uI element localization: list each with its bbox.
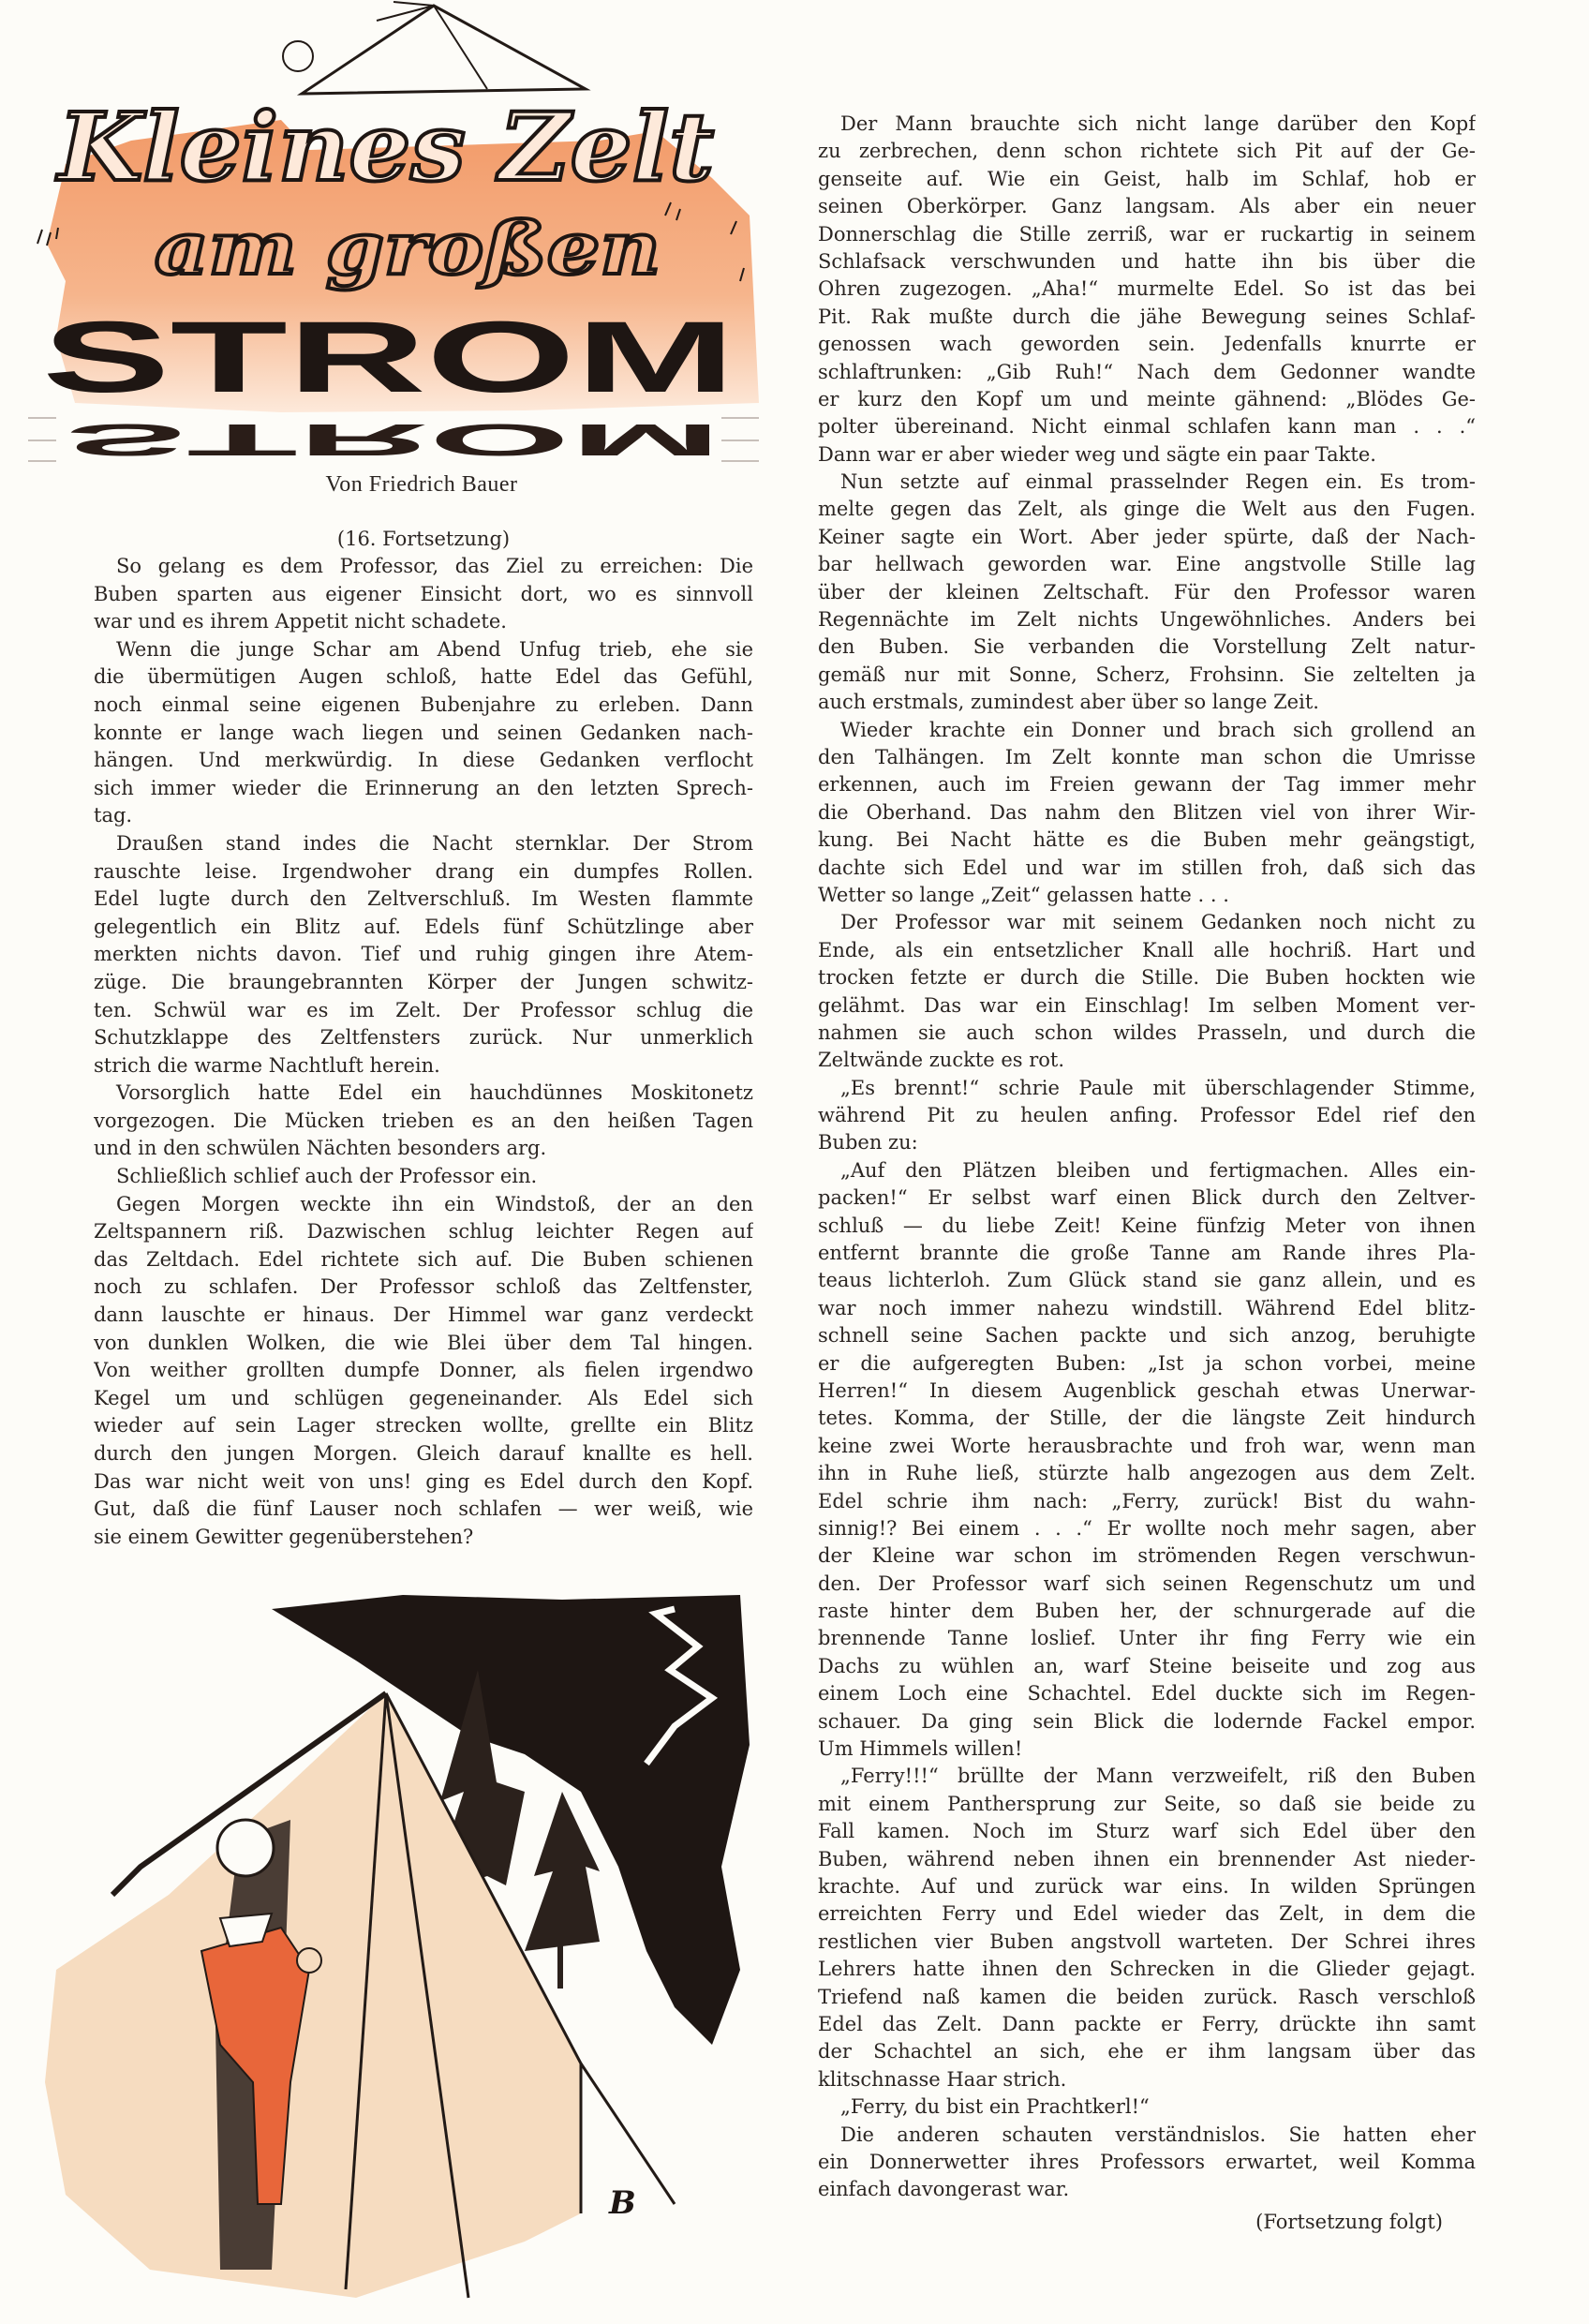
text-line: Pit. Rak mußte durch die jähe Bewegung seines Schlaf- <box>818 305 1476 328</box>
text-line: sich immer wieder die Erinnerung an den letzten Sprech- <box>94 776 753 799</box>
title-strom-reflection: STROM <box>66 414 721 464</box>
text-line: von dunklen Wolken, die wie Blei über dem Tal hingen. <box>94 1331 753 1354</box>
text-line: den. Der Professor warf sich seinen Regenschutz um und <box>818 1572 1476 1595</box>
text-line: teaus lichterloh. Zum Glück stand sie ganz allein, und es <box>818 1269 1476 1292</box>
text-line: der Schachtel an sich, ehe er ihm langsam über das <box>818 2040 1476 2063</box>
text-line: restlichen vier Buben angstvoll warteten. Der Schrei ihres <box>818 1929 1476 1953</box>
text-line: strich die warme Nachtluft herein. <box>94 1053 440 1077</box>
right-paragraphs <box>818 111 1476 2204</box>
text-line: erreichten Ferry und Edel wieder das Zelt, in dem die <box>818 1902 1476 1926</box>
text-line: Keiner sagte ein Wort. Aber jeder spürte, daß der Nach- <box>818 525 1476 548</box>
text-line: Regennächte im Zelt nichts Ungewöhnliches. Anders bei <box>818 608 1476 632</box>
text-line: einem Loch eine Schachtel. Edel duckte sich im Regen- <box>818 1682 1476 1706</box>
text-line: „Ferry!!!“ brüllte der Mann verzweifelt, riß den Buben <box>840 1765 1476 1788</box>
text-line: Edel lugte durch den Zeltverschluß. Im Westen flammte <box>94 887 753 911</box>
paragraph <box>818 469 1476 717</box>
text-line: er kurz den Kopf um und meinte gähnend: „Blödes Ge- <box>818 387 1476 410</box>
left-paragraphs <box>94 553 753 1551</box>
artist-signature: B <box>609 2184 636 2222</box>
text-line: auch erstmals, zumindest aber über so lange Zeit. <box>818 691 1319 714</box>
title-am-grossen: am großen <box>155 206 661 291</box>
text-line: „Es brennt!“ schrie Paule mit überschlagender Stimme, <box>840 1076 1476 1099</box>
text-line: war noch immer nahezu windstill. Während Edel blitz- <box>818 1296 1476 1319</box>
text-line: die Oberhand. Das nahm den Blitzen viel von ihrer Wir- <box>818 800 1476 824</box>
text-line: Um Himmels willen! <box>818 1737 1023 1761</box>
text-line: kung. Bei Nacht hätte es die Buben mehr geängstigt, <box>818 828 1476 852</box>
text-line: gelähmt. Das war ein Einschlag! Im selben Moment ver- <box>818 993 1476 1017</box>
paragraph <box>818 2093 1476 2121</box>
text-line: gelegentlich ein Blitz auf. Edels fünf Schützlinge aber <box>94 915 753 938</box>
text-line: krachte. Auf und zurück war eins. In wilden Sprüngen <box>818 1875 1476 1898</box>
text-line: Draußen stand indes die Nacht sternklar. Der Strom <box>116 831 753 855</box>
tent-storm-illustration <box>0 1557 768 2317</box>
text-line: Herren!“ In diesem Augenblick geschah etwas Unerwar- <box>818 1378 1476 1402</box>
text-line: Schlafsack verschwunden und hatte ihn bis über die <box>818 249 1476 273</box>
text-line: ihn in Ruhe ließ, stürzte halb angezogen aus dem Zelt. <box>818 1462 1476 1485</box>
text-line: Donnerschlag die Stille zerriß, war er ruckartig in seinem <box>818 222 1476 246</box>
text-line: vorgezogen. Die Mücken trieben es an den heißen Tagen <box>94 1109 753 1132</box>
text-line: konnte er lange wach liegen und seinen Gedanken nach- <box>94 721 753 744</box>
text-line: Triefend naß kamen die beiden zurück. Rasch verschloß <box>818 1985 1476 2008</box>
text-line: ein Donnerwetter ihres Professors erwartet, weil Komma <box>818 2150 1476 2173</box>
text-line: Zeltspannern riß. Dazwischen schlug leichter Regen auf <box>94 1220 753 1244</box>
paragraph <box>818 1763 1476 2093</box>
text-line: Kegel um und schlügen gegeneinander. Als Edel sich <box>94 1386 753 1409</box>
text-line: Wetter so lange „Zeit“ gelassen hatte . . . <box>818 883 1229 906</box>
text-line: mit einem Panthersprung zur Seite, so daß sie beide zu <box>818 1792 1476 1815</box>
text-line: wieder auf sein Lager strecken wollte, grellte ein Blitz <box>94 1414 753 1438</box>
text-line: Lehrers hatte ihnen den Schrecken in die Glieder gejagt. <box>818 1958 1476 1981</box>
text-line: polter übereinand. Nicht einmal schlafen kann man . . .“ <box>818 415 1476 439</box>
text-line: Schutzklappe des Zeltfensters zurück. Nur unmerklich <box>94 1026 753 1050</box>
paragraph <box>94 636 753 830</box>
text-line: bar hellwach geworden war. Eine angstvolle Stille lag <box>818 553 1476 576</box>
text-line: Buben sparten aus eigener Einsicht dort, wo es sinnvoll <box>94 582 753 605</box>
text-line: Nun setzte auf einmal prasselnder Regen ein. Es trom- <box>840 470 1476 494</box>
text-line: Zeltwände zuckte es rot. <box>818 1049 1065 1072</box>
text-line: raste hinter dem Buben her, der schnurgerade auf die <box>818 1600 1476 1623</box>
paragraph <box>94 553 753 636</box>
tent-sketch-icon <box>283 2 586 94</box>
text-line: während Pit zu heulen anfing. Professor Edel rief den <box>818 1104 1476 1127</box>
byline-author: Von Friedrich Bauer <box>325 472 518 497</box>
text-line: schnell seine Sachen packte und sich anzog, beruhigte <box>818 1324 1476 1348</box>
text-line: keine zwei Worte herausbrachte und froh war, wenn man <box>818 1434 1476 1457</box>
text-line: klitschnasse Haar strich. <box>818 2067 1067 2091</box>
text-line: Gut, daß die fünf Lauser noch schlafen — wer weiß, wie <box>94 1497 753 1521</box>
text-line: gemäß nur mit Sonne, Scherz, Frohsinn. Sie zeltelten ja <box>818 663 1476 686</box>
title-artwork <box>0 0 768 469</box>
text-line: den Talhängen. Im Zelt konnte man schon die Umrisse <box>818 745 1476 768</box>
text-line: Buben, während neben ihnen ein brennender Ast nieder- <box>818 1847 1476 1870</box>
text-line: „Ferry, du bist ein Prachtkerl!“ <box>840 2095 1150 2119</box>
text-line: einfach davongerast war. <box>818 2178 1070 2201</box>
text-line: Schließlich schlief auch der Professor ein. <box>116 1165 538 1188</box>
paragraph <box>818 1157 1476 1764</box>
text-line: Ende, als ein entsetzlicher Knall alle hochriß. Hart und <box>818 938 1476 961</box>
text-line: er die aufgeregten Buben: „Ist ja schon vorbei, meine <box>818 1351 1476 1375</box>
paragraph <box>94 830 753 1080</box>
text-line: merkten nichts davon. Tief und ruhig gingen ihre Atem- <box>94 943 753 966</box>
text-line: war und es ihrem Appetit nicht schadete. <box>94 610 507 633</box>
text-line: dachte sich Edel und war im stillen froh, daß sich das <box>818 856 1476 879</box>
text-line: und in den schwülen Nächten besonders arg. <box>94 1137 547 1160</box>
text-line: packen!“ Er selbst warf einen Blick durch den Zeltver- <box>818 1186 1476 1210</box>
text-line: noch zu schlafen. Der Professor schloß das Zeltfenster, <box>94 1275 753 1299</box>
text-line: Vorsorglich hatte Edel ein hauchdünnes Moskitonetz <box>116 1081 753 1105</box>
text-line: zu zerbrechen, denn schon richtete sich Pit auf der Ge- <box>818 140 1476 163</box>
text-line: genseite auf. Wie ein Geist, halb im Schlaf, hob er <box>818 167 1476 190</box>
right-column <box>818 111 1476 2204</box>
text-line: Edel das Zelt. Dann packte er Ferry, drückte ihn samt <box>818 2012 1476 2035</box>
text-line: hängen. Und merkwürdig. In diese Gedanken verflocht <box>94 749 753 772</box>
text-line: Wenn die junge Schar am Abend Unfug trieb, ehe sie <box>116 637 753 661</box>
title-kleines-zelt: Kleines Zelt <box>54 92 714 202</box>
text-line: noch einmal seine eigenen Bubenjahre zu erleben. Dann <box>94 693 753 716</box>
text-line: genossen wach geworden sein. Jedenfalls knurrte er <box>818 333 1476 356</box>
text-line: Buben zu: <box>818 1131 918 1155</box>
text-line: nahmen sie auch schon wildes Prasseln, und durch die <box>818 1020 1476 1044</box>
text-line: ten. Schwül war es im Zelt. Der Professor schlug die <box>94 998 753 1021</box>
text-line: brennende Tanne loslief. Unter ihr fing Ferry wie ein <box>818 1627 1476 1650</box>
text-line: Ohren zugezogen. „Aha!“ murmelte Edel. So ist das bei <box>818 277 1476 301</box>
text-line: Gegen Morgen weckte ihn ein Windstoß, der an den <box>116 1192 753 1215</box>
paragraph <box>818 111 1476 469</box>
text-line: tetes. Komma, der Stille, der die längste Zeit hindurch <box>818 1407 1476 1430</box>
paragraph <box>94 1191 753 1552</box>
text-line: Das war nicht weit von uns! ging es Edel durch den Kopf. <box>94 1469 753 1493</box>
text-line: erkennen, auch im Freien gewann der Tag immer mehr <box>818 773 1476 797</box>
left-column <box>94 525 753 1551</box>
text-line: sie einem Gewitter gegenüberstehen? <box>94 1525 474 1548</box>
text-line: tag. <box>94 804 133 827</box>
text-line: Der Mann brauchte sich nicht lange darüber den Kopf <box>840 112 1476 135</box>
text-line: Der Professor war mit seinem Gedanken noch nicht zu <box>840 911 1476 934</box>
text-line: Edel schrie ihm nach: „Ferry, zurück! Bist du wahn- <box>818 1489 1476 1512</box>
text-line: „Auf den Plätzen bleiben und fertigmachen. Alles ein- <box>840 1158 1476 1182</box>
title-strom: STROM <box>42 300 735 413</box>
text-line: schauer. Da ging sein Blick die lodernde Fackel empor. <box>818 1709 1476 1733</box>
text-line: schlaftrunken: „Gib Ruh!“ Nach dem Gedonner wandte <box>818 360 1476 383</box>
text-line: rauschte leise. Irgendwoher drang ein dumpfes Rollen. <box>94 859 753 883</box>
text-line: über der kleinen Zeltschaft. Für den Professor waren <box>818 580 1476 603</box>
paragraph <box>94 1080 753 1163</box>
text-line: sinnig!? Bei einem . . .“ Er wollte noch mehr sagen, aber <box>818 1516 1476 1540</box>
text-line: schluß — du liebe Zeit! Keine fünfzig Meter von ihnen <box>818 1214 1476 1237</box>
text-line: Fall kamen. Noch im Sturz warf sich Edel über den <box>818 1820 1476 1843</box>
text-line: dann lauschte er hinaus. Der Himmel war ganz verdeckt <box>94 1304 753 1327</box>
text-line: Dann war er aber wieder weg und sägte ein paar Takte. <box>818 442 1376 466</box>
text-line: entfernt brannte die große Tanne am Rande ihres Pla- <box>818 1242 1476 1265</box>
text-line: durch den jungen Morgen. Gleich darauf knallte es hell. <box>94 1442 753 1465</box>
text-line: So gelang es dem Professor, das Ziel zu erreichen: Die <box>116 555 753 577</box>
text-line: das Zeltdach. Edel richtete sich auf. Die Buben schienen <box>94 1247 753 1271</box>
text-line: züge. Die braungebrannten Körper der Jungen schwitz- <box>94 970 753 993</box>
to-be-continued: (Fortsetzung folgt) <box>1255 2211 1443 2233</box>
text-line: der Kleine war schon im strömenden Regen verschwun- <box>818 1544 1476 1568</box>
text-line: seinen Oberkörper. Ganz langsam. Als aber ein neuer <box>818 195 1476 218</box>
paragraph <box>818 1075 1476 1157</box>
paragraph <box>818 909 1476 1074</box>
paragraph <box>94 1163 753 1191</box>
text-line: Dachs zu wühlen an, warf Steine beiseite und zog aus <box>818 1654 1476 1677</box>
text-line: den Buben. Sie verbanden die Vorstellung Zelt natur- <box>818 635 1476 659</box>
paragraph <box>818 717 1476 910</box>
paragraph <box>818 2122 1476 2204</box>
text-line: Die anderen schauten verständnislos. Sie hatten eher <box>840 2123 1476 2146</box>
text-line: die übermütigen Augen schloß, hatte Edel das Gefühl, <box>94 665 753 689</box>
installment-heading: (16. Fortsetzung) <box>336 528 511 550</box>
text-line: Von weither grollten dumpfe Donner, als fielen irgendwo <box>94 1359 753 1382</box>
text-line: melte gegen das Zelt, als ginge die Welt aus den Fugen. <box>818 498 1476 521</box>
text-line: trocken fetzte er durch die Stille. Die Buben hockten wie <box>818 966 1476 990</box>
text-line: Wieder krachte ein Donner und brach sich grollend an <box>840 718 1476 741</box>
